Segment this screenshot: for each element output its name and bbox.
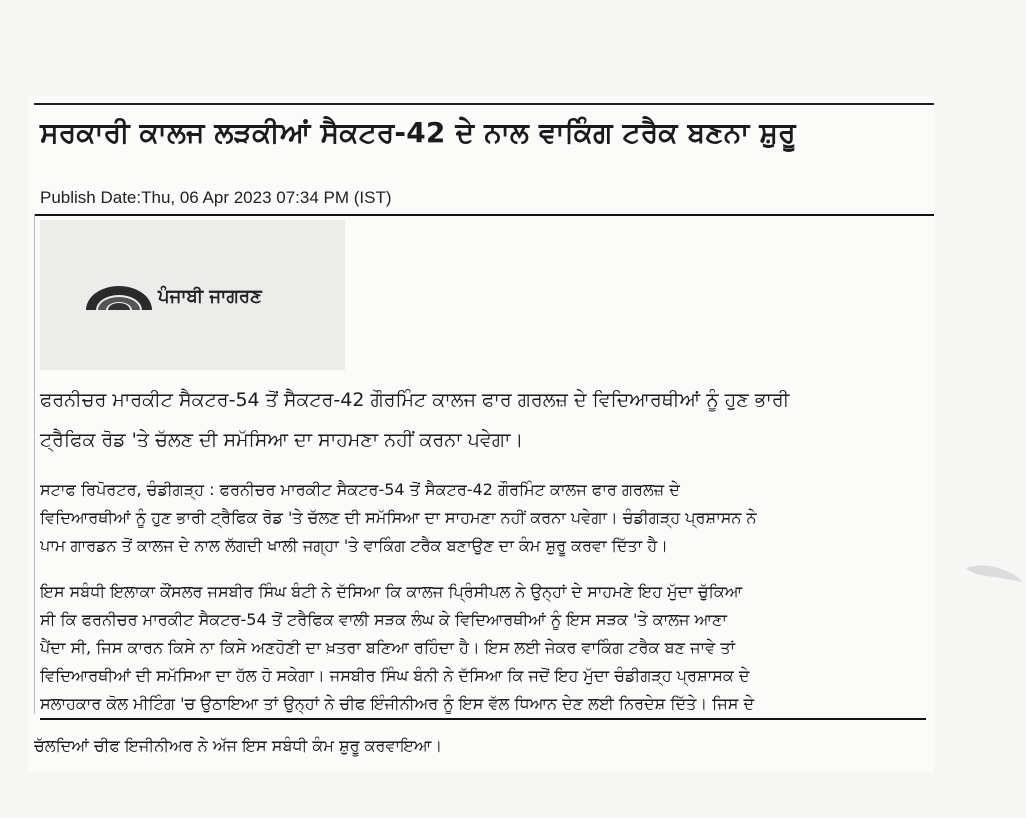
paragraph-line: ਵਿਦਿਆਰਥੀਆਂ ਦੀ ਸਮੱਸਿਆ ਦਾ ਹੱਲ ਹੋ ਸਕੇਗਾ। ਜਸਬੀਰ ਸਿੰਘ ਬੰਨੀ ਨੇ ਦੱਸਿਆ ਕਿ ਜਦੋਂ ਇਹ ਮੁੱਦਾ ਚੰਡੀਗੜ੍ਹ ਪ੍ਰਸ਼ਾਸਕ ਦੇ bbox=[40, 666, 750, 685]
closing-line: ਚੱਲਦਿਆਂ ਚੀਫ ਇਜੀਨੀਅਰ ਨੇ ਅੱਜ ਇਸ ਸਬੰਧੀ ਕੰਮ ਸ਼ੁਰੂ ਕਰਵਾਇਆ। bbox=[34, 736, 443, 755]
newspaper-logo bbox=[84, 284, 314, 314]
lede-line: ਫਰਨੀਚਰ ਮਾਰਕੀਟ ਸੈਕਟਰ-54 ਤੋਂ ਸੈਕਟਰ-42 ਗੌਰਮਿੰਟ ਕਾਲਜ ਫਾਰ ਗਰਲਜ਼ ਦੇ ਵਿਦਿਆਰਥੀਆਂ ਨੂੰ ਹੁਣ ਭਾਰੀ bbox=[40, 389, 790, 411]
paragraph-1 bbox=[40, 476, 926, 560]
sunrise-icon bbox=[84, 284, 154, 310]
paragraph-line: ਸੀ ਕਿ ਫਰਨੀਚਰ ਮਾਰਕੀਟ ਸੈਕਟਰ-54 ਤੋਂ ਟਰੈਫਿਕ ਵਾਲੀ ਸੜਕ ਲੰਘ ਕੇ ਵਿਦਿਆਰਥੀਆਂ ਨੂੰ ਇਸ ਸੜਕ 'ਤੇ ਕਾਲਜ ਆਣਾ bbox=[40, 610, 727, 629]
headline: ਸਰਕਾਰੀ ਕਾਲਜ ਲੜਕੀਆਂ ਸੈਕਟਰ-42 ਦੇ ਨਾਲ ਵਾਕਿੰਗ ਟਰੈਕ ਬਣਨਾ ਸ਼ੁਰੂ bbox=[40, 116, 796, 149]
lede-line: ਟ੍ਰੈਫਿਕ ਰੋਡ 'ਤੇ ਚੱਲਣ ਦੀ ਸਮੱਸਿਆ ਦਾ ਸਾਹਮਣਾ ਨਹੀਂ ਕਰਨਾ ਪਵੇਗਾ। bbox=[40, 429, 524, 451]
header-rule bbox=[34, 214, 934, 216]
paragraph-line: ਸਟਾਫ ਰਿਪੋਰਟਰ, ਚੰਡੀਗੜ੍ਹ : ਫਰਨੀਚਰ ਮਾਰਕੀਟ ਸੈਕਟਰ-54 ਤੋਂ ਸੈਕਟਰ-42 ਗੌਰਮਿੰਟ ਕਾਲਜ ਫਾਰ ਗਰਲਜ਼ ਦੇ bbox=[40, 480, 680, 499]
lede bbox=[40, 380, 926, 460]
paragraph-2 bbox=[40, 578, 926, 720]
paragraph-line: ਪਾਮ ਗਾਰਡਨ ਤੋਂ ਕਾਲਜ ਦੇ ਨਾਲ ਲੱਗਦੀ ਖਾਲੀ ਜਗ੍ਹਾ 'ਤੇ ਵਾਕਿੰਗ ਟਰੈਕ ਬਣਾਉਣ ਦਾ ਕੰਮ ਸ਼ੁਰੂ ਕਰਵਾ ਦਿੱਤਾ ਹੈ। bbox=[40, 536, 668, 555]
top-rule bbox=[34, 103, 934, 105]
paragraph-line: ਪੈਂਦਾ ਸੀ, ਜਿਸ ਕਾਰਨ ਕਿਸੇ ਨਾ ਕਿਸੇ ਅਣਹੋਣੀ ਦਾ ਖ਼ਤਰਾ ਬਣਿਆ ਰਹਿੰਦਾ ਹੈ। ਇਸ ਲਈ ਜੇਕਰ ਵਾਕਿੰਗ ਟਰੈਕ ਬਣ ਜਾਵੇ ਤਾਂ bbox=[40, 638, 735, 657]
paper-smudge bbox=[964, 560, 1024, 586]
paragraph-line: ਸਲਾਹਕਾਰ ਕੋਲ ਮੀਟਿੰਗ 'ਚ ਉਠਾਇਆ ਤਾਂ ਉਨ੍ਹਾਂ ਨੇ ਚੀਫ ਇੰਜੀਨੀਅਰ ਨੂੰ ਇਸ ਵੱਲ ਧਿਆਨ ਦੇਣ ਲਈ ਨਿਰਦੇਸ਼ ਦਿੱਤੇ। ਜਿਸ ਦੇ bbox=[40, 690, 926, 720]
publish-date: Publish Date:Thu, 06 Apr 2023 07:34 PM (IST) bbox=[40, 188, 392, 207]
logo-text: ਪੰਜਾਬੀ ਜਾਗਰਣ bbox=[158, 286, 262, 307]
left-border bbox=[34, 214, 35, 714]
paragraph-line: ਵਿਦਿਆਰਥੀਆਂ ਨੂੰ ਹੁਣ ਭਾਰੀ ਟ੍ਰੈਫਿਕ ਰੋਡ 'ਤੇ ਚੱਲਣ ਦੀ ਸਮੱਸਿਆ ਦਾ ਸਾਹਮਣਾ ਨਹੀਂ ਕਰਨਾ ਪਵੇਗਾ। ਚੰਡੀਗੜ੍ਹ ਪ੍ਰਸ਼ਾਸਨ ਨੇ bbox=[40, 508, 757, 527]
paragraph-line: ਇਸ ਸਬੰਧੀ ਇਲਾਕਾ ਕੌਂਸਲਰ ਜਸਬੀਰ ਸਿੰਘ ਬੰਟੀ ਨੇ ਦੱਸਿਆ ਕਿ ਕਾਲਜ ਪ੍ਰਿੰਸੀਪਲ ਨੇ ਉਨ੍ਹਾਂ ਦੇ ਸਾਹਮਣੇ ਇਹ ਮੁੱਦਾ ਚੁੱਕਿਆ bbox=[40, 582, 743, 601]
